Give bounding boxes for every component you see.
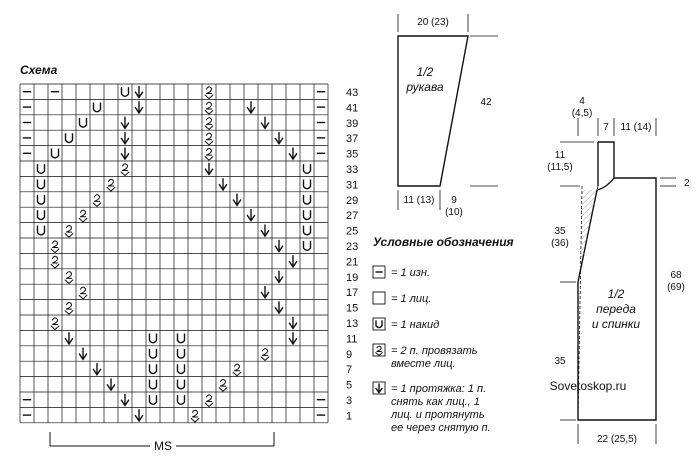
- row-number: 11: [346, 333, 358, 346]
- stitch-arrow: [121, 132, 129, 144]
- stitch-grid: [20, 84, 328, 423]
- stitch-yo: [38, 210, 45, 219]
- stitch-yo: [178, 380, 185, 389]
- body-left-top-1: 11: [554, 150, 566, 161]
- watermark: Sovetoskop.ru: [549, 379, 627, 393]
- stitch-k2: [51, 241, 59, 253]
- stitch-yo: [178, 364, 185, 373]
- body-bottom-width: 22 (25,5): [596, 434, 638, 445]
- legend-swatch: [373, 292, 385, 304]
- sleeve-bottom-right-1: 9: [451, 195, 457, 206]
- stitch-arrow: [289, 255, 297, 267]
- stitch-yo: [38, 179, 45, 188]
- stitch-yo: [150, 380, 157, 389]
- row-number: 27: [346, 210, 359, 223]
- stitch-arrow: [121, 117, 129, 129]
- stitch-k2: [79, 287, 87, 299]
- body-right-2: (69): [667, 282, 685, 293]
- stitch-arrow: [135, 101, 143, 113]
- row-number: 39: [346, 117, 359, 130]
- stitch-k2: [107, 179, 115, 191]
- stitch-arrow: [289, 317, 297, 329]
- sleeve-label-1: 1/2: [416, 65, 434, 79]
- row-number: 23: [346, 241, 359, 254]
- stitch-yo: [304, 226, 311, 235]
- sleeve-top-width: 20 (23): [417, 17, 449, 28]
- row-number: 29: [346, 194, 359, 207]
- body-left-mid-2: (36): [551, 238, 569, 249]
- stitch-yo: [304, 164, 311, 173]
- legend-label: снять как лиц., 1: [391, 396, 480, 408]
- stitch-arrow: [121, 147, 129, 159]
- row-number: 9: [346, 348, 353, 361]
- body-top-left-2: (4,5): [571, 108, 593, 119]
- sleeve-bottom-right-2: (10): [445, 207, 463, 218]
- stitch-k2: [205, 148, 213, 160]
- stitch-arrow: [261, 286, 269, 298]
- stitch-arrow: [275, 271, 283, 283]
- stitch-yo: [178, 349, 185, 358]
- chart-title: Схема: [20, 63, 58, 77]
- stitch-arrow: [247, 209, 255, 221]
- stitch-arrow: [233, 194, 241, 206]
- body-label-1: 1/2: [607, 287, 625, 301]
- stitch-yo: [304, 241, 311, 250]
- stitch-arrow: [261, 117, 269, 129]
- legend-label: = 1 лиц.: [391, 293, 432, 305]
- stitch-arrow: [247, 101, 255, 113]
- stitch-arrow: [275, 301, 283, 313]
- body-top-left-1: 4: [579, 96, 585, 107]
- row-number: 43: [346, 87, 359, 100]
- stitch-k2: [65, 302, 73, 314]
- stitch-arrow: [79, 348, 87, 360]
- legend-label: ее через снятую п.: [391, 422, 491, 434]
- stitch-yo: [304, 195, 311, 204]
- stitch-arrow: [121, 394, 129, 406]
- stitch-yo: [66, 133, 73, 142]
- stitch-k2: [65, 225, 73, 237]
- row-number: 7: [346, 364, 353, 377]
- stitch-arrow: [289, 147, 297, 159]
- stitch-arrow: [205, 163, 213, 175]
- legend-label: = 2 п. провязать: [391, 345, 478, 357]
- stitch-arrow: [135, 86, 143, 98]
- stitch-k2: [65, 272, 73, 284]
- stitch-k2: [93, 195, 101, 207]
- sleeve-height: 42: [480, 97, 492, 108]
- legend-items: [373, 266, 491, 434]
- stitch-yo: [150, 349, 157, 358]
- row-number: 33: [346, 164, 359, 177]
- sleeve-label-2: рукава: [406, 80, 444, 94]
- stitch-arrow: [275, 240, 283, 252]
- stitch-k2: [51, 318, 59, 330]
- body-left-top-2: (11,5): [547, 162, 573, 173]
- stitch-yo: [38, 226, 45, 235]
- stitch-k2: [261, 349, 269, 361]
- stitch-arrow: [261, 224, 269, 236]
- legend-label: = 1 накид: [391, 319, 440, 331]
- stitch-yo: [52, 149, 59, 158]
- stitch-arrow: [289, 332, 297, 344]
- stitch-arrow: [275, 132, 283, 144]
- sleeve-pattern: [398, 14, 498, 210]
- stitch-yo: [38, 195, 45, 204]
- stitch-arrow: [135, 409, 143, 421]
- sleeve-bottom-left: 11 (13): [403, 195, 435, 206]
- body-label-3: и спинки: [591, 317, 641, 331]
- body-label-2: переда: [596, 302, 636, 316]
- stitch-k2: [205, 133, 213, 145]
- stitch-yo: [150, 395, 157, 404]
- row-number: 41: [346, 102, 359, 115]
- legend-label: = 1 протяжка: 1 п.: [391, 383, 487, 395]
- row-number: 5: [346, 379, 353, 392]
- row-number: 17: [346, 287, 359, 300]
- stitch-yo: [178, 395, 185, 404]
- row-number: 15: [346, 302, 359, 315]
- stitch-yo: [150, 364, 157, 373]
- body-right-top: 2: [684, 178, 690, 189]
- stitch-yo: [304, 210, 311, 219]
- stitch-arrow: [93, 363, 101, 375]
- stitch-k2: [205, 102, 213, 114]
- stitch-arrow: [107, 378, 115, 390]
- body-left-bottom: 35: [554, 356, 566, 367]
- row-number: 31: [346, 179, 359, 192]
- legend-label: лиц. и протянуть: [391, 409, 485, 421]
- body-top-right: 11 (14): [620, 122, 652, 133]
- stitch-yo: [38, 164, 45, 173]
- stitch-k2: [205, 118, 213, 130]
- stitch-yo: [178, 333, 185, 342]
- stitch-k2: [233, 364, 241, 376]
- legend-label: = 1 изн.: [391, 267, 430, 279]
- stitch-yo: [304, 179, 311, 188]
- body-left-mid-1: 35: [554, 226, 566, 237]
- row-number: 13: [346, 318, 359, 331]
- stitch-k2: [51, 256, 59, 268]
- legend-title: Условные обозначения: [373, 235, 514, 249]
- stitch-k2: [205, 87, 213, 99]
- stitch-yo: [94, 102, 101, 111]
- row-number: 19: [346, 271, 359, 284]
- stitch-yo: [122, 87, 129, 96]
- row-number: 21: [346, 256, 359, 269]
- stitch-k2: [191, 410, 199, 422]
- row-number: 1: [346, 410, 353, 423]
- legend-label: вместе лиц.: [391, 358, 456, 370]
- body-top-mid: 7: [603, 122, 609, 133]
- repeat-label: MS: [154, 439, 172, 453]
- row-numbers: [346, 87, 358, 422]
- stitch-k2: [79, 210, 87, 222]
- stitch-yo: [80, 118, 87, 127]
- stitch-arrow: [65, 332, 73, 344]
- stitch-yo: [150, 333, 157, 342]
- stitch-arrow: [219, 178, 227, 190]
- body-right-1: 68: [670, 270, 682, 281]
- row-number: 3: [346, 395, 353, 408]
- stitch-k2: [205, 395, 213, 407]
- stitch-k2: [219, 379, 227, 391]
- row-number: 37: [346, 133, 359, 146]
- stitch-k2: [121, 164, 129, 176]
- body-pattern: [560, 118, 676, 444]
- row-number: 25: [346, 225, 359, 238]
- row-number: 35: [346, 148, 359, 161]
